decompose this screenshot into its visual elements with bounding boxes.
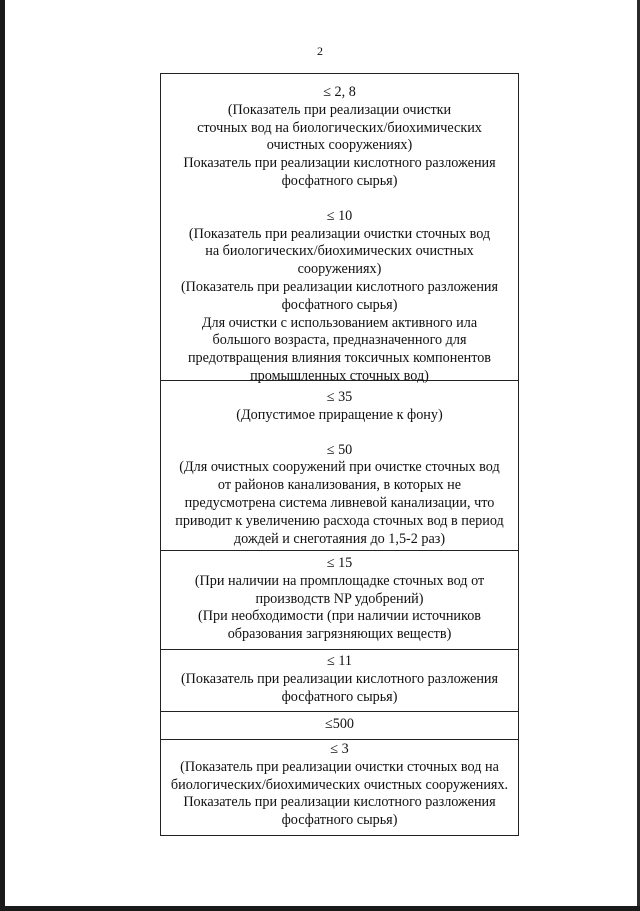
cell-line: (Показатель при реализации кислотного разложения xyxy=(180,278,499,295)
cell-line: (Показатель при реализации очистки xyxy=(227,101,452,118)
cell-line: на биологических/биохимических очистных xyxy=(205,243,474,260)
table-row xyxy=(161,551,518,650)
cell-line: от районов канализования, в которых не xyxy=(217,477,462,494)
requirements-table xyxy=(160,73,519,836)
cell-line: ≤ 50 xyxy=(326,441,353,458)
cell-line: промышленных сточных вод) xyxy=(250,367,429,384)
cell-line: предусмотрена система ливневой канализации, что xyxy=(184,494,495,511)
cell-line: (При наличии на промплощадке сточных вод от xyxy=(194,572,485,589)
cell-line: (Показатель при реализации кислотного разложения xyxy=(180,670,499,687)
cell-line: фосфатного сырья) xyxy=(281,296,398,313)
cell-line: биологических/биохимических очистных сооружениях. xyxy=(170,776,509,793)
cell-line: предотвращения влияния токсичных компонентов xyxy=(187,350,492,367)
cell-line: Показатель при реализации кислотного разложения xyxy=(183,794,496,811)
cell-line: производств NP удобрений) xyxy=(255,590,424,607)
paragraph-gap xyxy=(161,425,518,442)
cell-line: Показатель при реализации кислотного разложения xyxy=(183,155,496,172)
page-border-left xyxy=(0,0,5,911)
cell-line: (Допустимое приращение к фону) xyxy=(236,406,443,423)
cell-line: Для очистки с использованием активного ила xyxy=(201,314,478,331)
cell-line: приводит к увеличению расхода сточных вод в период xyxy=(175,512,504,529)
cell-line: фосфатного сырья) xyxy=(281,812,398,829)
paragraph-gap xyxy=(161,191,518,208)
table-row xyxy=(161,74,518,384)
cell-line: фосфатного сырья) xyxy=(281,688,398,705)
table-row xyxy=(161,740,518,836)
cell-line: дождей и снеготаяния до 1,5-2 раз) xyxy=(233,530,446,547)
page-border-bottom xyxy=(0,906,640,911)
cell-line: очистных сооружениях) xyxy=(266,137,413,154)
table-row xyxy=(161,381,518,551)
cell-line: (Для очистных сооружений при очистке сточных вод xyxy=(179,459,500,476)
cell-line: ≤ 3 xyxy=(330,741,349,757)
page-number: 2 xyxy=(317,44,323,58)
cell-line: (При необходимости (при наличии источников xyxy=(198,608,481,625)
cell-line: ≤ 2, 8 xyxy=(323,84,356,100)
cell-line: ≤500 xyxy=(324,716,355,732)
cell-line: фосфатного сырья) xyxy=(281,172,398,189)
table-row xyxy=(161,712,518,740)
cell-line: сточных вод на биологических/биохимических xyxy=(197,119,482,136)
cell-line: ≤ 15 xyxy=(326,555,353,571)
cell-line: (Показатель при реализации очистки сточных вод на xyxy=(180,758,499,775)
cell-line: (Показатель при реализации очистки сточных вод xyxy=(188,225,491,242)
cell-line: сооружениях) xyxy=(297,261,382,278)
cell-line: ≤ 10 xyxy=(326,207,353,224)
cell-line: ≤ 35 xyxy=(326,389,353,405)
cell-line: большого возраста, предназначенного для xyxy=(212,332,467,349)
cell-line: образования загрязняющих веществ) xyxy=(227,626,452,643)
cell-line: ≤ 11 xyxy=(327,653,352,669)
table-row xyxy=(161,650,518,712)
